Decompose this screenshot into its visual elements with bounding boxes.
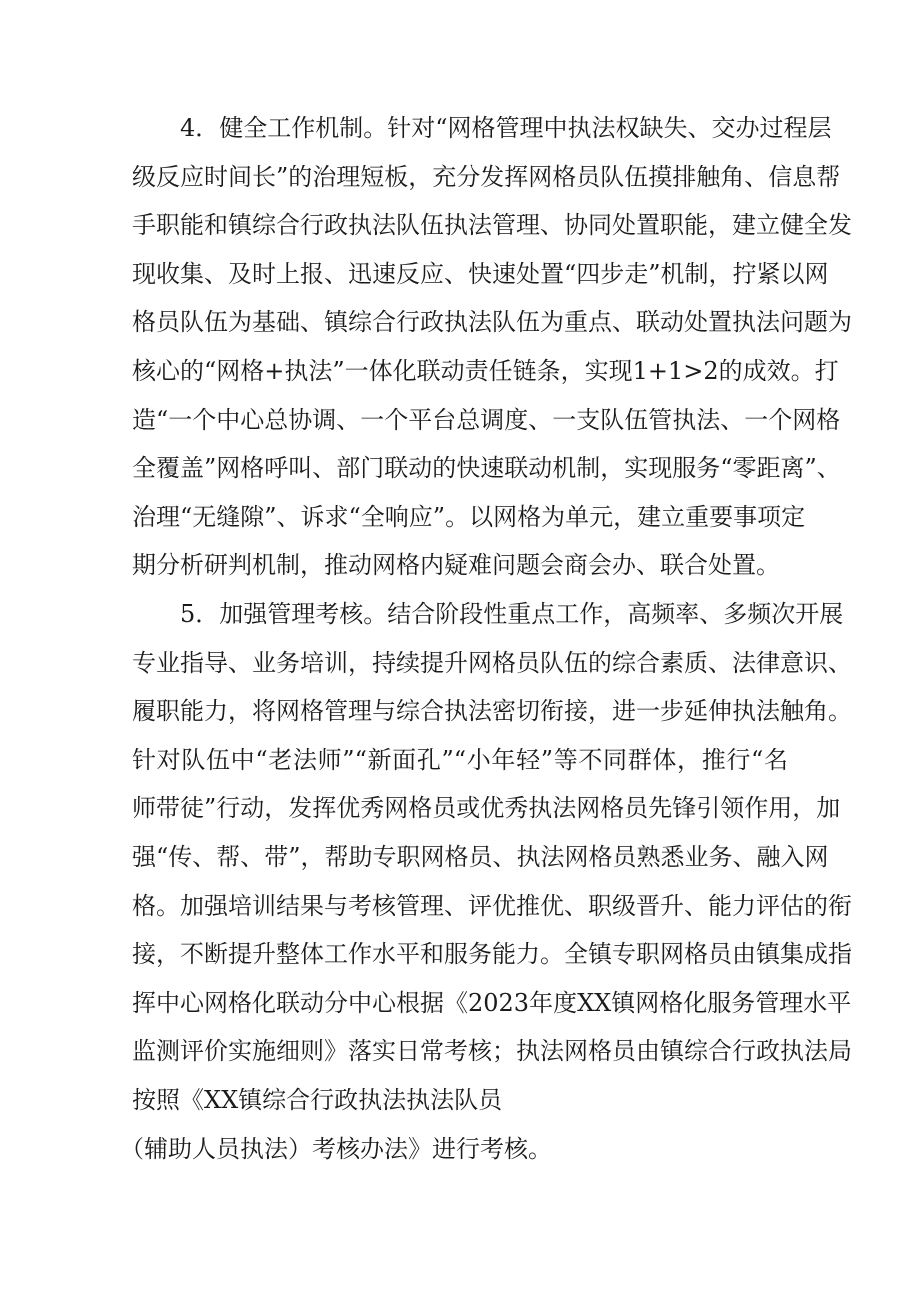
text-line: 期分析研判机制，推动网格内疑难问题会商会办、联合处置。: [132, 551, 780, 580]
text-line: 监测评价实施细则》落实日常考核；执法网格员由镇综合行政执法局: [132, 1037, 852, 1066]
text-line: 造“一个中心总协调、一个平台总调度、一支队伍管执法、一个网格: [132, 405, 841, 434]
text-line: 手职能和镇综合行政执法队伍执法管理、协同处置职能，建立健全发: [132, 211, 852, 240]
text-line: 全覆盖”网格呼叫、部门联动的快速联动机制，实现服务“零距离”、: [132, 454, 841, 483]
text-line: 专业指导、业务培训，持续提升网格员队伍的综合素质、法律意识、: [132, 648, 852, 677]
text-line: 针对队伍中“老法师”“新面孔”“小年轻”等不同群体，推行“名: [132, 745, 788, 774]
text-line: 格。加强培训结果与考核管理、评优推优、职级晋升、能力评估的衔: [132, 891, 852, 920]
text-line: 级反应时间长”的治理短板，充分发挥网格员队伍摸排触角、信息帮: [132, 162, 841, 191]
text-line: 强“传、帮、带”，帮助专职网格员、执法网格员熟悉业务、融入网: [132, 843, 829, 871]
text-line: 现收集、及时上报、迅速反应、快速处置“四步走”机制，拧紧以网: [132, 259, 829, 288]
text-line: 履职能力，将网格管理与综合执法密切衔接，进一步延伸执法触角。: [132, 697, 852, 726]
text-line: 格员队伍为基础、镇综合行政执法队伍为重点、联动处置执法问题为: [132, 308, 852, 337]
text-line: 按照《XX镇综合行政执法执法队员: [132, 1086, 503, 1114]
text-line: 接，不断提升整体工作水平和服务能力。全镇专职网格员由镇集成指: [132, 940, 852, 969]
text-line: 核心的“网格+执法”一体化联动责任链条，实现1+1>2的成效。打: [132, 357, 839, 385]
text-line: 治理“无缝隙”、诉求“全响应”。以网格为单元，建立重要事项定: [132, 502, 806, 531]
text-line: 挥中心网格化联动分中心根据《2023年度XX镇网格化服务管理水平: [132, 988, 852, 1017]
text-line: 师带徒”行动，发挥优秀网格员或优秀执法网格员先锋引领作用，加: [132, 794, 841, 823]
text-line: 5．加强管理考核。结合阶段性重点工作，高频率、多频次开展: [180, 600, 844, 628]
text-line: 4．健全工作机制。针对“网格管理中执法权缺失、交办过程层: [180, 114, 832, 142]
text-line: （辅助人员执法）考核办法》进行考核。: [120, 1134, 552, 1163]
